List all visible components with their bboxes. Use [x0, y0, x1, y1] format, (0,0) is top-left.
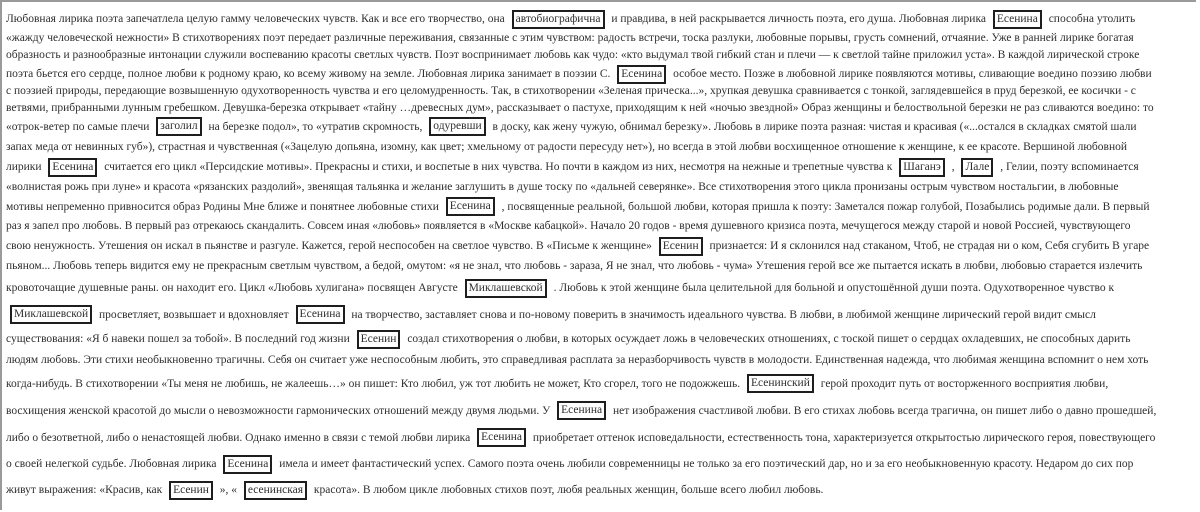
- text-segment: нет изображения счастливой любви. В его стихах любовь всегда трагична, он пишет либо о давно прошедшей,: [610, 404, 1157, 417]
- answer-field[interactable]: Есенина: [617, 65, 666, 84]
- answer-field[interactable]: Есенина: [446, 197, 495, 216]
- text-line: [6, 64, 1194, 84]
- text-segment: образность и разнообразные интонации служили воспеванию красоты светлых чувств. Поэт воспринимает любовь как чудо: «кто выдумал твой гибкий стан и плечи — к светлой тайне приложил уста». В каждой лирической строке: [6, 49, 1140, 61]
- text-line: [6, 8, 1194, 30]
- text-line: [6, 98, 1194, 117]
- answer-field[interactable]: Миклашевской: [465, 279, 547, 298]
- text-line: [6, 397, 1194, 424]
- text-segment: создал стихотворения о любви, в которых осуждает ложь в человеческих отношениях, с тоской пишет о сердцах охладевших, не способных дарить: [404, 333, 1131, 345]
- text-segment: ,: [948, 161, 958, 173]
- text-line: [6, 197, 1194, 216]
- document-text: [6, 8, 1194, 503]
- text-line: [6, 46, 1194, 64]
- text-line: [6, 136, 1194, 158]
- text-segment: пьяном... Любовь теперь видится ему не прекрасным светлым чувством, а бедой, омутом: «я не знал, что любовь - зараза, Я не знал, что любовь - чума» Утешения герой все же пытается искать в любви, любовью старается излечить: [6, 260, 1143, 272]
- text-line: [6, 370, 1194, 397]
- text-segment: в доску, как жену чужую, обнимал березку». Любовь в лирике поэта разная: чистая и красивая («...остался в складках смятой шали: [489, 120, 1137, 133]
- answer-field[interactable]: автобиографична: [512, 10, 605, 29]
- text-segment: существования: «Я б навеки пошел за тобой». В последний год жизни: [6, 333, 353, 345]
- answer-field[interactable]: Есенина: [557, 401, 606, 420]
- text-segment: имела и имеет фантастический успех. Самого поэта очень любили современницы не только за его поэтический дар, но и за его необыкновенную красоту. Недаром до сих пор: [276, 458, 1134, 470]
- text-segment: особое место. Позже в любовной лирике появляются мотивы, сливающие воедино поэзию любви: [670, 68, 1152, 80]
- answer-field[interactable]: Есенина: [296, 305, 345, 324]
- text-segment: когда-нибудь. В стихотворении «Ты меня не любишь, не жалеешь…» он пишет: Кто любил, уж тот любить не может, Кто сгорел, того не подожжешь.: [6, 377, 744, 390]
- answer-field[interactable]: Шаганэ: [899, 158, 945, 177]
- text-segment: людям любовь. Эти стихи необыкновенно трагичны. Себя он считает уже неспособным любить, это справедливая расплата за неразборчивость чувств в молодости. Единственная надежда, что любимая женщина вспомнит о нем хоть: [6, 353, 1149, 366]
- answer-field[interactable]: Миклашевской: [10, 305, 92, 324]
- text-segment: на березке подол», то «утратив скромность,: [205, 120, 426, 133]
- text-segment: на творчество, заставляет снова и по-новому поверить в значимость идеального чувства. В любви, в любимой женщине лирический герой видит смысл: [348, 308, 1096, 321]
- text-segment: герой проходит путь от восторженного восприятия любви,: [817, 377, 1109, 390]
- text-line: [6, 329, 1194, 349]
- answer-field[interactable]: Есенинский: [747, 374, 814, 393]
- text-segment: мотивы непременно привносится образ Родины Мне ближе и понятнее любовные стихи: [6, 200, 442, 213]
- text-segment: Любовная лирика поэта запечатлела целую гамму человеческих чувств. Как и все его творчество, она: [6, 13, 508, 25]
- text-line: [6, 477, 1194, 503]
- answer-field[interactable]: заголил: [156, 117, 201, 136]
- answer-field[interactable]: Лале: [961, 158, 993, 177]
- answer-field[interactable]: Есенина: [48, 158, 97, 177]
- text-line: [6, 84, 1194, 98]
- text-segment: красота». В любом цикле любовных стихов поэт, любя реальных женщин, больше всего любил любовь.: [311, 484, 824, 496]
- text-line: [6, 117, 1194, 136]
- answer-field[interactable]: Есенина: [223, 455, 272, 474]
- text-line: [6, 216, 1194, 236]
- text-segment: признается: И я склонился над стаканом, Чтоб, не страдая ни о ком, Себя сгубить В угаре: [706, 240, 1150, 252]
- text-segment: раз я запел про любовь. В первый раз отрекаюсь скандалить. Совсем иная «любовь» появляется в «Москве кабацкой». Начало 20 годов - время душевного кризиса поэта, мечущегося между старой и новой Россией, чувствующего: [6, 220, 1131, 232]
- text-segment: о своей нелегкой судьбе. Любовная лирика: [6, 458, 220, 470]
- text-line: [6, 158, 1194, 176]
- text-line: [6, 424, 1194, 451]
- text-segment: с поэзией природы, передающие возвышенную одухотворенность чувства и его целомудренность. Так, в стихотворении «Зеленая прическа...», хрупкая девушка сравнивается с тонкой, заглядевшейся в пруд березкой, ее косички - с: [6, 85, 1136, 97]
- text-segment: считается его цикл «Персидские мотивы». Прекрасны и стихи, и воспетые в них чувства. Но почти в каждом из них, несмотря на нежные и трепетные чувства к: [101, 161, 896, 173]
- text-line: [6, 349, 1194, 370]
- answer-field[interactable]: Есенина: [477, 428, 526, 447]
- text-segment: , посвященные реальной, большой любви, которая пришла к поэту: Заметался пожар голубой, Позабылись родимые дали. В первый: [498, 200, 1150, 213]
- text-segment: . Любовь к этой женщине была целительной для больной и опустошённой души поэта. Одухотворенное чувство к: [550, 282, 1115, 294]
- text-segment: восхищения женской красотой до мысли о невозможности гармонических отношений между двумя людьми. У: [6, 404, 554, 417]
- text-segment: просветляет, возвышает и вдохновляет: [96, 308, 292, 321]
- text-segment: «отрок-ветер по самые плечи: [6, 120, 153, 133]
- answer-field[interactable]: Есенин: [659, 237, 703, 256]
- text-line: [6, 451, 1194, 477]
- text-segment: , Гелии, поэту вспоминается: [997, 161, 1139, 173]
- text-segment: », «: [216, 484, 240, 496]
- text-line: [6, 276, 1194, 300]
- text-segment: способна утолить: [1045, 13, 1136, 25]
- text-segment: либо о безответной, либо о ненастоящей любви. Однако именно в связи с темой любви лирика: [6, 431, 474, 444]
- answer-field[interactable]: одуревши: [429, 117, 485, 136]
- text-segment: запах меда от невинных губ»), страстная и чувственная («Зацелую допьяна, изомну, как цвет; хмельному от радости пересуду нет»), но всегда в этой любви восхищенное отношение к женщине, к ее красоте. Вершиной любовной: [6, 141, 1128, 153]
- text-segment: лирики: [6, 161, 45, 173]
- text-segment: «волнистая рожь при луне» и красота «рязанских раздолий», звенящая тальянка и желание заглушить в душе тоску по «дальней северянке». Все стихотворения этого цикла пронизаны острым чувством ностальгии, в любовные: [6, 180, 1119, 193]
- text-line: [6, 30, 1194, 46]
- text-segment: поэта бьется его сердце, полное любви к родному краю, ко всему живому на земле. Любовная лирика занимает в поэзии С.: [6, 68, 614, 80]
- answer-field[interactable]: Есенин: [357, 330, 401, 349]
- answer-field[interactable]: Есенина: [993, 10, 1042, 29]
- answer-field[interactable]: есенинская: [244, 481, 307, 500]
- text-line: [6, 256, 1194, 276]
- text-line: [6, 300, 1194, 329]
- text-segment: приобретает оттенок исповедальности, естественность тона, характеризуется открытостью лирического героя, повествующего: [530, 431, 1156, 444]
- text-segment: живут выражения: «Красив, как: [6, 484, 166, 496]
- text-segment: ветвями, прибранными лунным гребешком. Девушка-березка открывает «тайну …древесных дум», рассказывает о пастухе, приходящим к ней «ночью звездной» Образ женщины и белоствольной березки не раз сливаются воедино: то: [6, 101, 1154, 114]
- text-segment: свою ненужность. Утешения он искал в пьянстве и разгуле. Кажется, герой неспособен на светлое чувство. В «Письме к женщине»: [6, 240, 655, 252]
- text-segment: и правдива, в ней раскрывается личность поэта, его душа. Любовная лирика: [608, 13, 989, 25]
- text-segment: «жажду человеческой нежности» В стихотворениях поэт передает различные переживания, связанные с этим чувством: радость встречи, тоска разлуки, любовные порывы, грусть сомнений, отчаяние. Уже в ранней лирике богатая: [6, 32, 1134, 44]
- answer-field[interactable]: Есенин: [169, 481, 213, 500]
- text-segment: кровоточащие душевные раны. он находит его. Цикл «Любовь хулигана» посвящен Августе: [6, 282, 461, 294]
- text-line: [6, 236, 1194, 256]
- text-line: [6, 176, 1194, 197]
